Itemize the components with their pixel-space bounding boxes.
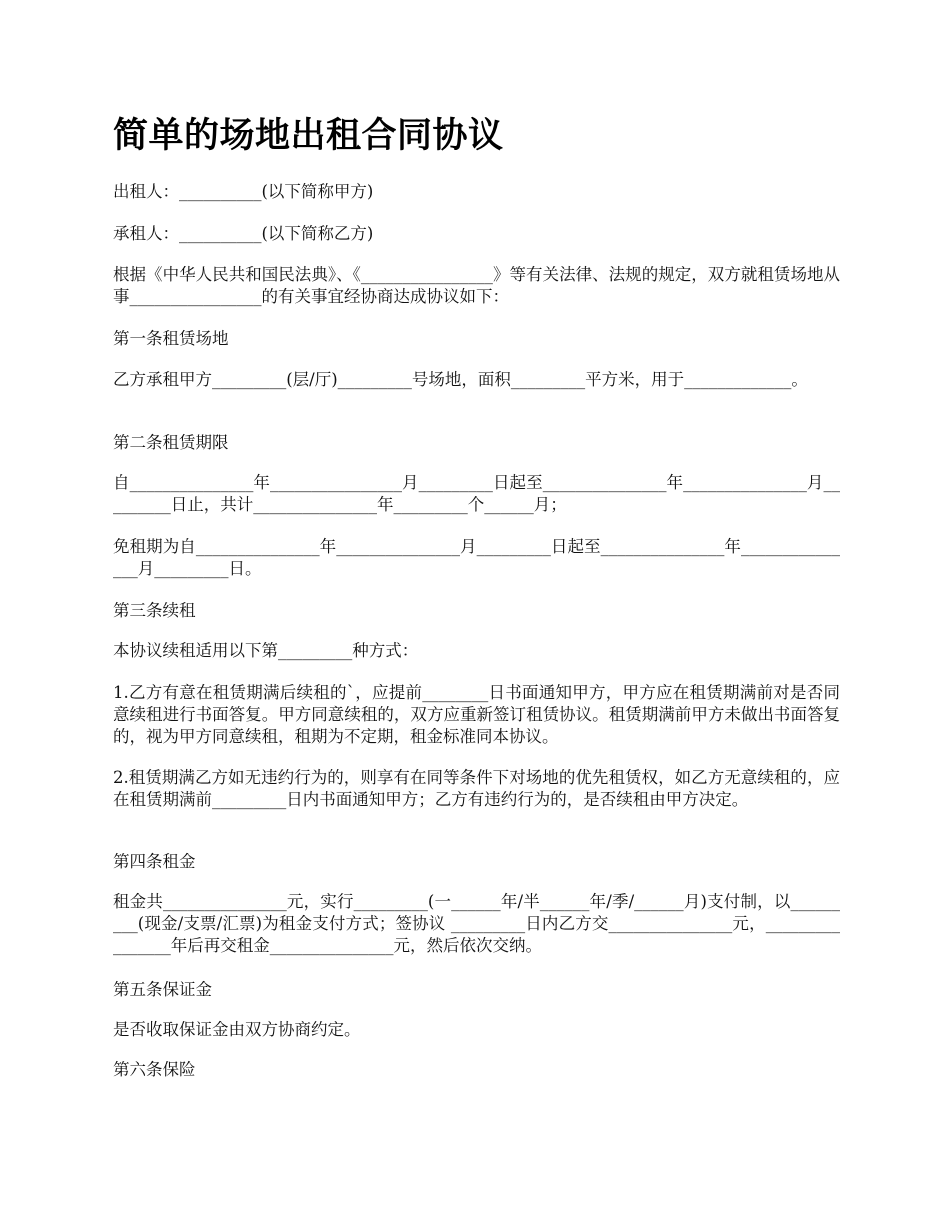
lessor-line: 出租人：__________(以下简称甲方) [113,182,374,201]
page-title: 简单的场地出租合同协议 [113,115,504,156]
rent-free-period-paragraph: 免租期为自_______________年_______________月_________日起至_______________年_______________月_________日。 [113,537,841,578]
article-4-heading: 第四条租金 [113,852,196,871]
renewal-option-2: 2.租赁期满乙方如无违约行为的，则享有在同等条件下对场地的优先租赁权，如乙方无意续租的，应在租赁期满前_________日内书面通知甲方；乙方有违约行为的，是否续租由甲方决定。 [113,768,840,809]
article-1-body: 乙方承租甲方_________(层/厅)_________号场地，面积_________平方米，用于_____________。 [113,370,808,389]
preamble-paragraph: 根据《中华人民共和国民法典》、《________________》等有关法律、法规的规定，双方就租赁场地从事________________的有关事宜经协商达成协议如下： [113,265,840,306]
article-2-heading: 第二条租赁期限 [113,433,229,452]
article-3-heading: 第三条续租 [113,601,196,620]
lessee-line: 承租人：__________(以下简称乙方) [113,224,374,243]
article-6-heading: 第六条保险 [113,1060,196,1079]
article-5-heading: 第五条保证金 [113,980,212,999]
deposit-paragraph: 是否收取保证金由双方协商约定。 [113,1020,361,1039]
lease-term-paragraph: 自_______________年________________月_________日起至_______________年_______________月_________日止，共计_______________年_________个______月； [113,473,840,514]
article-1-heading: 第一条租赁场地 [113,329,229,348]
rent-paragraph: 租金共_______________元，实行_________(一______年/半______年/季/______月)支付制，以_________(现金/支票/汇票)为租金支付方式；签协议 _________日内乙方交_______________元，________________年后再交租金_______________元，然后依次交纳。 [113,892,840,955]
renewal-intro: 本协议续租适用以下第_________种方式： [113,641,419,660]
renewal-option-1: 1.乙方有意在租赁期满后续租的`，应提前________日书面通知甲方，甲方应在租赁期满前对是否同意续租进行书面答复。甲方同意续租的，双方应重新签订租赁协议。租赁期满前甲方未做出书面答复的，视为甲方同意续租，租期为不定期，租金标准同本协议。 [113,683,840,746]
